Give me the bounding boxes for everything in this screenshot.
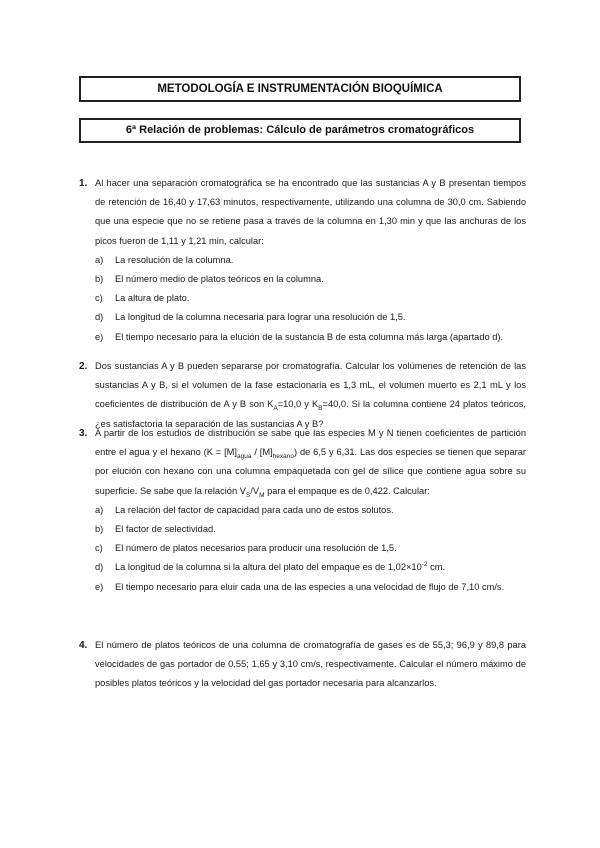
course-title: METODOLOGÍA E INSTRUMENTACIÓN BIOQUÍMICA — [157, 83, 443, 95]
problem-number: 2. — [79, 361, 88, 372]
list-item: b) El factor de selectividad. — [95, 524, 216, 535]
list-item: a) La resolución de la columna. — [95, 254, 234, 265]
list-item: c) La altura de plato. — [95, 293, 190, 304]
list-item: e) El tiempo necesario para eluir cada una de las especies a una velocidad de flujo de 7,10 cm/s. — [95, 581, 505, 592]
problem-items — [95, 501, 526, 597]
problem-4 — [79, 636, 526, 694]
problem-statement: Dos sustancias A y B pueden separarse por cromatografía. Calcular los volúmenes de retención de las sustancias A y B, si el volumen de la fase estacionaria es 1,3 mL, el volumen muerto es 2,1 mL y los coeficientes de distribución de A y B son $K_A=10,0$ y $K_B=40,0$. Si la columna contiene 24 platos teóricos, ¿es satisfactoria la separación de las sustancias A y B? — [95, 361, 526, 429]
problem-items — [95, 251, 526, 347]
problem-number: 1. — [79, 178, 88, 189]
list-item: d) La longitud de la columna si la altura del plato del empaque es de $1,02\times 10^{-2}$ cm. — [95, 561, 446, 573]
course-title-box — [79, 76, 521, 102]
problem-1 — [79, 174, 526, 347]
problem-set-title-box — [79, 118, 521, 143]
problem-number: 3. — [79, 428, 88, 439]
problem-statement: A partir de los estudios de distribución se sabe que las especies M y N tienen coeficientes de partición entre el agua y el hexano $(K = [M]_{agua} / [M]_{hexano})$ de 6,5 y 6,31. Las dos especies se tienen que separar por elución con hexano con una columna empaquetada con gel de sílice que contiene agua sobre su superficie. Se sabe que la relación $V_S/V_M$ para el empaque es de 0,422. Calcular: — [95, 428, 526, 499]
list-item: a) La relación del factor de capacidad para cada uno de estos solutos. — [95, 504, 394, 515]
problem-number: 4. — [79, 640, 88, 651]
list-item: c) El número de platos necesarios para producir una resolución de 1,5. — [95, 543, 397, 554]
problem-set-title: 6ª Relación de problemas: Cálculo de parámetros cromatográficos — [125, 124, 475, 136]
problem-statement: El número de platos teóricos de una columna de cromatografía de gases es de 55,3; 96,9 y 89,8 para velocidades de gas portador de 0,55; 1,65 y 3,10 cm/s, respectivamente. Calcular el número máximo de posibles platos teóricos y la velocidad del gas portador necesaria para alcanzarlos. — [95, 640, 526, 689]
problem-statement: Al hacer una separación cromatográfica se ha encontrado que las sustancias A y B presentan tiempos de retención de 16,40 y 17,63 minutos, respectivamente, utilizando una columna de 30,0 cm. Sabiendo que una especie que no se retiene pasa a través de la columna en 1,30 min y que las anchuras de los picos fueron de 1,11 y 1,21 min, calcular: — [95, 178, 526, 246]
problem-3 — [79, 424, 526, 597]
list-item: e) El tiempo necesario para la elución de la sustancia B de esta columna más larga (apartado d). — [95, 331, 504, 342]
list-item: d) La longitud de la columna necesaria para lograr una resolución de 1,5. — [95, 312, 406, 323]
problem-2 — [79, 357, 526, 434]
list-item: b) El número medio de platos teóricos en la columna. — [95, 274, 324, 285]
